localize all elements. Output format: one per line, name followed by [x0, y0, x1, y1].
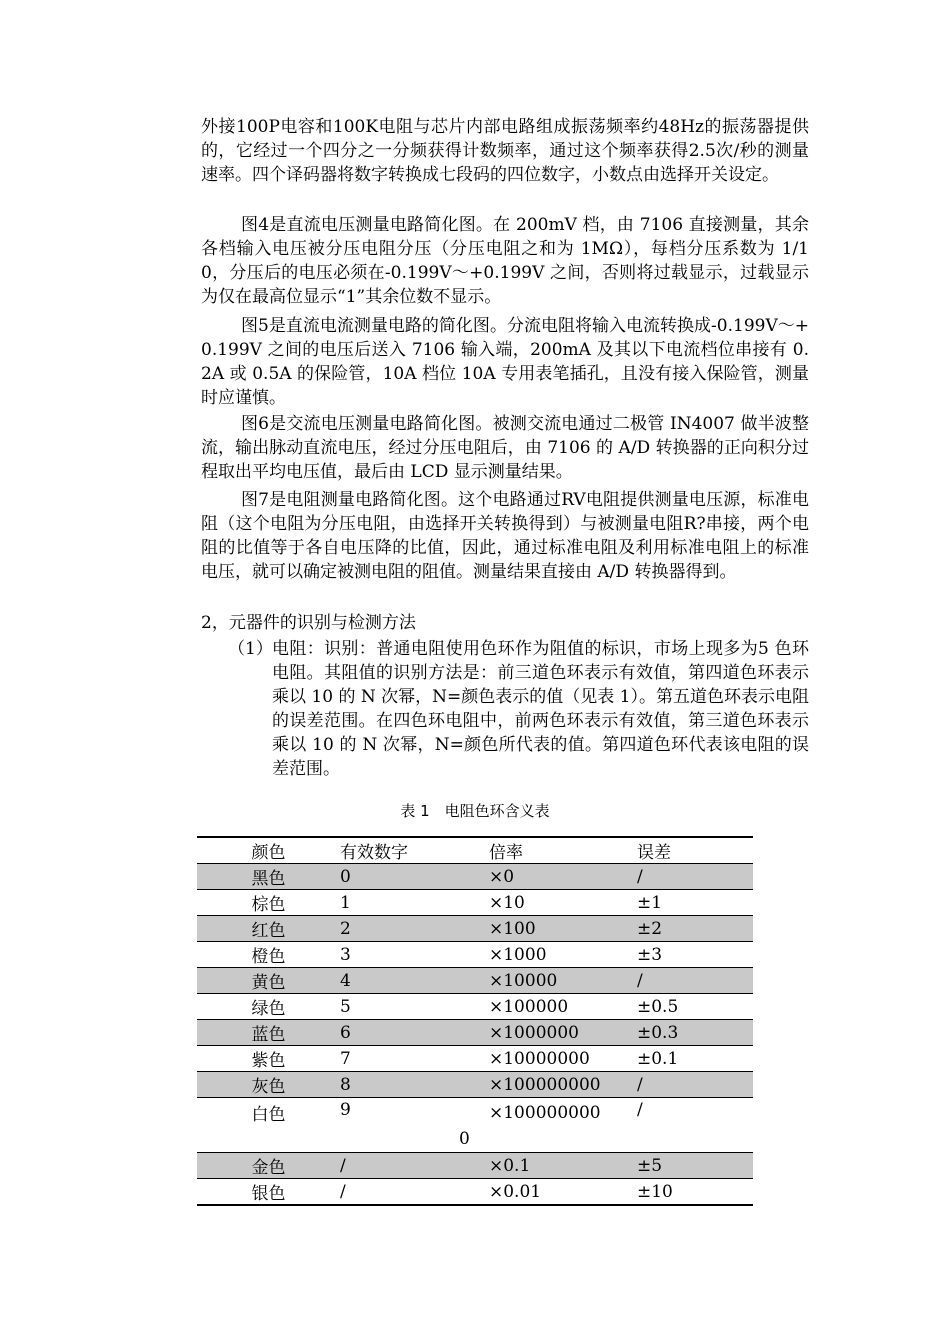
cell-tolerance: ±0.3: [637, 1020, 753, 1046]
cell-multiplier: ×10: [489, 892, 525, 913]
cell-multiplier: ×1000000: [489, 1020, 637, 1046]
cell-tolerance: ±0.1: [637, 1048, 679, 1069]
cell-tolerance: /: [637, 864, 753, 890]
item-number: （1）: [228, 639, 273, 659]
table-row: [197, 1046, 753, 1072]
cell-tolerance: ±2: [637, 916, 753, 942]
cell-color: 红色: [197, 916, 340, 942]
cell-color: 黑色: [197, 864, 340, 890]
header-digit: 有效数字: [340, 837, 489, 864]
cell-tolerance: /: [637, 1100, 643, 1120]
cell-color: 绿色: [251, 999, 286, 1019]
cell-color: 灰色: [197, 1072, 340, 1098]
cell-tolerance: ±10: [637, 1181, 673, 1202]
table-row: [197, 968, 753, 994]
cell-multiplier: ×0: [489, 864, 637, 890]
table-row: [197, 890, 753, 916]
cell-digit: 5: [340, 996, 351, 1017]
cell-digit: /: [340, 1181, 346, 1202]
table-row: [197, 1072, 753, 1098]
table-row: [197, 916, 753, 942]
item-resistor-text: 电阻：识别：普通电阻使用色环作为阻值的标识，市场上现多为5 色环电阻。其阻值的识别方法是：前三道色环表示有效值，第四道色环表示乘以 10 的 N 次幂，N=颜色表示的值（见表 1）。第五道色环表示电阻的误差范围。在四色环电阻中，前两色环表示有效值，第三道色环表示乘以 10 的 N 次幂，N=颜色所代表的值。第四道色环代表该电阻的误差范围。: [272, 639, 809, 779]
cell-color: 蓝色: [197, 1020, 340, 1046]
cell-digit: /: [340, 1153, 489, 1179]
cell-digit: 8: [340, 1072, 489, 1098]
table-row: [197, 994, 753, 1020]
cell-color: 橙色: [251, 947, 286, 967]
cell-digit: 2: [340, 916, 489, 942]
table-row: [197, 942, 753, 968]
cell-multiplier: ×1000: [489, 944, 547, 965]
cell-digit: 4: [340, 968, 489, 994]
cell-multiplier: ×0.1: [489, 1153, 637, 1179]
cell-digit: 3: [340, 944, 351, 965]
cell-multiplier: ×100: [489, 916, 637, 942]
cell-color: 紫色: [251, 1051, 286, 1071]
cell-tolerance: /: [637, 1072, 753, 1098]
header-tolerance: 误差: [637, 837, 753, 864]
cell-tolerance: ±3: [637, 944, 663, 965]
cell-multiplier: ×10000000: [489, 1048, 590, 1069]
table-row: [197, 1153, 753, 1179]
cell-color: 金色: [197, 1153, 340, 1179]
paragraph-dc-current: 图5是直流电流测量电路的简化图。分流电阻将输入电流转换成-0.199V～+0.199V 之间的电压后送入 7106 输入端，200mA 及其以下电流档位串接有 0.2A 或 0.5A 的保险管，10A 档位 10A 专用表笔插孔，且没有接入保险管，测量时应谨慎。: [201, 316, 809, 408]
paragraph-ac-voltage: 图6是交流电压测量电路简化图。被测交流电通过二极管 IN4007 做半波整流，输出脉动直流电压，经过分压电阻后，由 7106 的 A/D 转换器的正向积分过程取出平均电压值，最后由 LCD 显示测量结果。: [201, 414, 809, 482]
cell-tolerance: /: [637, 968, 753, 994]
paragraph-dc-voltage: 图4是直流电压测量电路简化图。在 200mV 档，由 7106 直接测量，其余各档输入电压被分压电阻分压（分压电阻之和为 1MΩ），每档分压系数为 1/10，分压后的电压必须在-0.199V～+0.199V 之间，否则将过载显示，过载显示为仅在最高位显示“1”其余位数不显示。: [201, 215, 809, 307]
cell-digit: 0: [340, 864, 489, 890]
cell-multiplier: ×0.01: [489, 1181, 542, 1202]
cell-digit: 6: [340, 1020, 489, 1046]
multiplier-head: ×100000000: [489, 1103, 601, 1123]
cell-tolerance: ±1: [637, 892, 663, 913]
cell-color: 银色: [251, 1184, 286, 1204]
table-row: [197, 864, 753, 890]
table-row: [197, 1020, 753, 1046]
header-color: 颜色: [197, 837, 340, 864]
table-header-row: [197, 837, 753, 864]
table-row: [197, 1179, 753, 1206]
paragraph-oscillator: 外接100P电容和100K电阻与芯片内部电路组成振荡频率约48Hz的振荡器提供的，它经过一个四分之一分频获得计数频率，通过这个频率获得2.5次/秒的测量速率。四个译码器将数字转换成七段码的四位数字，小数点由选择开关设定。: [201, 117, 809, 185]
cell-digit: 1: [340, 892, 351, 913]
cell-tolerance: ±5: [637, 1153, 753, 1179]
color-code-table: [197, 836, 753, 1206]
section-heading: 2，元器件的识别与检测方法: [201, 613, 416, 633]
cell-digit: 7: [340, 1048, 351, 1069]
cell-multiplier: [459, 1098, 637, 1153]
multiplier-tail: 0: [459, 1129, 470, 1149]
cell-digit: 9: [340, 1100, 351, 1120]
table-row: [197, 1098, 753, 1153]
cell-color: 黄色: [197, 968, 340, 994]
paragraph-resistance: 图7是电阻测量电路简化图。这个电路通过RV电阻提供测量电压源，标准电阻（这个电阻为分压电阻，由选择开关转换得到）与被测量电阻R?串接，两个电阻的比值等于各自电压降的比值，因此，通过标准电阻及利用标准电阻上的标准电压，就可以确定被测电阻的阻值。测量结果直接由 A/D 转换器得到。: [201, 490, 809, 582]
cell-multiplier: ×10000: [489, 968, 637, 994]
table-caption: 表 1 电阻色环含义表: [400, 802, 550, 820]
cell-multiplier: ×100000000: [489, 1072, 637, 1098]
cell-color: 棕色: [251, 895, 286, 915]
cell-tolerance: ±0.5: [637, 996, 679, 1017]
cell-color: 白色: [251, 1105, 286, 1125]
header-multiplier: 倍率: [489, 837, 637, 864]
cell-multiplier: ×100000: [489, 996, 569, 1017]
